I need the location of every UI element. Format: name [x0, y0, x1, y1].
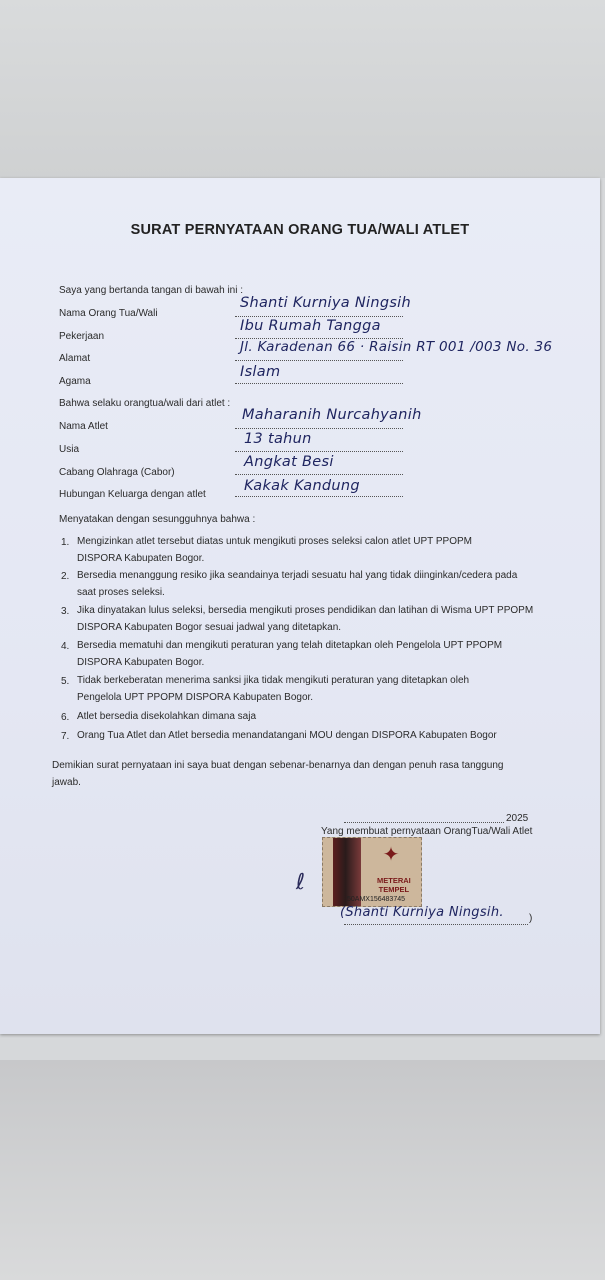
item-number: 2.: [61, 571, 70, 582]
item-line-1: Orang Tua Atlet dan Atlet bersedia menandatangani MOU dengan DISPORA Kabupaten Bogor: [77, 730, 497, 741]
garuda-emblem-icon: ✦: [382, 844, 400, 866]
field-label-parent-name: Nama Orang Tua/Wali: [59, 308, 158, 319]
item-line-1: Bersedia mematuhi dan mengikuti peraturan yang telah ditetapkan oleh Pengelola UPT PPOPM: [77, 640, 503, 651]
item-number: 1.: [61, 537, 70, 548]
field-label-age: Usia: [59, 444, 80, 455]
item-number: 7.: [61, 731, 70, 742]
field-value-occupation: Ibu Rumah Tangga: [240, 318, 381, 334]
item-line-1: Atlet bersedia disekolahkan dimana saja: [77, 711, 256, 722]
field-value-relationship: Kakak Kandung: [244, 478, 360, 494]
item-line-1: Tidak berkeberatan menerima sanksi jika tidak mengikuti peraturan yang ditetapkan oleh: [77, 675, 470, 686]
item-line-2: DISPORA Kabupaten Bogor.: [77, 657, 205, 668]
field-value-religion: Islam: [240, 364, 281, 380]
field-label-religion: Agama: [59, 376, 91, 387]
signature-fill-line: [344, 924, 528, 925]
signature-close-paren: ): [529, 913, 533, 924]
list-item: [77, 708, 547, 725]
item-number: 6.: [61, 712, 70, 723]
field-label-athlete-name: Nama Atlet: [59, 421, 108, 432]
field-label-relationship: Hubungan Keluarga dengan atlet: [59, 489, 206, 500]
field-value-athlete-name: Maharanih Nurcahyanih: [242, 407, 422, 423]
closing-line-1: Demikian surat pernyataan ini saya buat dengan sebenar-benarnya dan dengan penuh rasa tanggung: [52, 760, 504, 771]
fill-line: [235, 316, 403, 317]
document-page: [0, 178, 600, 1034]
list-item: [77, 637, 547, 671]
stamp-label: METERAI TEMPEL: [377, 876, 411, 894]
meterai-stamp: [322, 837, 422, 907]
date-year: 2025: [506, 813, 529, 824]
item-line-2: DISPORA Kabupaten Bogor sesuai jadwal yang ditetapkan.: [77, 622, 342, 633]
field-label-sport: Cabang Olahraga (Cabor): [59, 467, 175, 478]
fill-line: [235, 496, 403, 497]
item-line-2: DISPORA Kabupaten Bogor.: [77, 553, 205, 564]
item-number: 4.: [61, 641, 70, 652]
signature-scribble-icon: ℓ: [296, 870, 306, 895]
athlete-intro-text: Bahwa selaku orangtua/wali dari atlet :: [59, 398, 231, 409]
list-item: [77, 533, 547, 567]
background-top: [0, 0, 605, 178]
item-number: 5.: [61, 676, 70, 687]
date-fill-line: [344, 822, 504, 823]
list-item: [77, 567, 547, 601]
statement-intro-text: Menyatakan dengan sesungguhnya bahwa :: [59, 514, 256, 525]
fill-line: [235, 451, 403, 452]
item-line-1: Bersedia menanggung resiko jika seandainya terjadi sesuatu hal yang tidak diinginkan/cedera pada: [77, 570, 518, 581]
signature-name: (Shanti Kurniya Ningsih.: [340, 905, 504, 920]
signer-caption: Yang membuat pernyataan OrangTua/Wali Atlet: [321, 826, 533, 837]
item-line-1: Mengizinkan atlet tersebut diatas untuk mengikuti proses seleksi calon atlet UPT PPOPM: [77, 536, 473, 547]
stamp-code: 50AMX156483745: [347, 896, 405, 903]
list-item: [77, 602, 547, 636]
item-line-1: Jika dinyatakan lulus seleksi, bersedia mengikuti proses pendidikan dan latihan di Wisma UPT PPOPM: [77, 605, 534, 616]
field-value-parent-name: Shanti Kurniya Ningsih: [240, 295, 411, 311]
item-number: 3.: [61, 606, 70, 617]
list-item: [77, 727, 547, 744]
field-value-address: Jl. Karadenan 66 · Raisin RT 001 /003 No. 36: [240, 339, 553, 355]
field-value-age: 13 tahun: [244, 431, 312, 447]
fill-line: [235, 474, 403, 475]
closing-line-2: jawab.: [52, 777, 81, 788]
list-item: [77, 672, 547, 706]
fill-line: [235, 360, 403, 361]
field-label-address: Alamat: [59, 353, 91, 364]
field-label-occupation: Pekerjaan: [59, 331, 105, 342]
intro-text: Saya yang bertanda tangan di bawah ini :: [59, 285, 244, 296]
item-line-2: Pengelola UPT PPOPM DISPORA Kabupaten Bogor.: [77, 692, 314, 703]
closing-paragraph: [52, 757, 552, 791]
background-bottom: [0, 1060, 605, 1280]
fill-line: [235, 383, 403, 384]
fill-line: [235, 428, 403, 429]
item-line-2: saat proses seleksi.: [77, 587, 165, 598]
field-value-sport: Angkat Besi: [244, 454, 334, 470]
document-title: SURAT PERNYATAAN ORANG TUA/WALI ATLET: [130, 222, 470, 238]
